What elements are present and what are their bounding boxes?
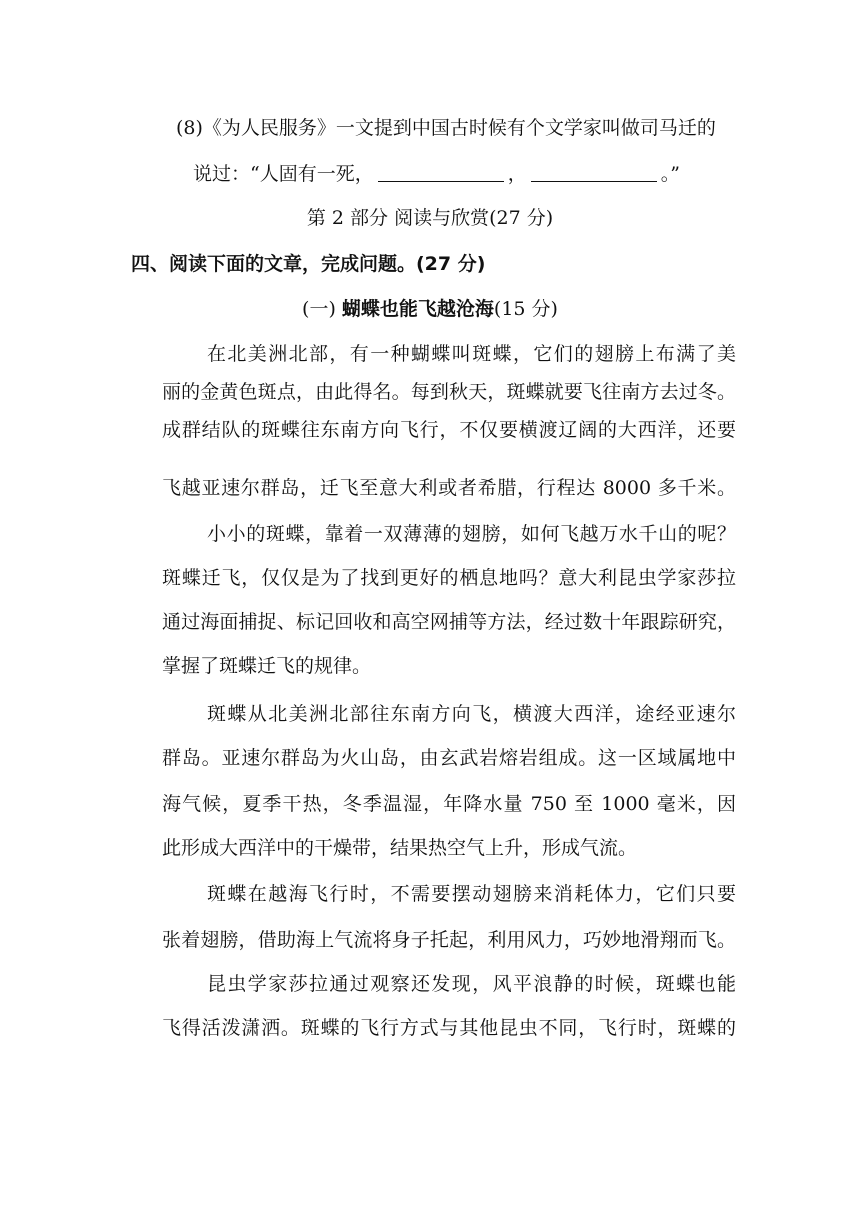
answer-blank-1[interactable] — [378, 180, 504, 182]
article-title — [0, 297, 860, 321]
paragraph-2-line-1: 小小的斑蝶，靠着一双薄薄的翅膀，如何飞越万水千山的呢？ — [207, 523, 736, 545]
paragraph-3-line-2: 群岛。亚速尔群岛为火山岛，由玄武岩熔岩组成。这一区域属地中 — [162, 747, 736, 769]
paragraph-1-line-3: 成群结队的斑蝶往东南方向飞行，不仅要横渡辽阔的大西洋，还要 — [162, 419, 736, 441]
paragraph-3-line-1: 斑蝶从北美洲北部往东南方向飞，横渡大西洋，途经亚速尔 — [207, 703, 736, 725]
paragraph-1-line-1: 在北美洲北部，有一种蝴蝶叫斑蝶，它们的翅膀上布满了美 — [207, 343, 736, 365]
question-8-line-2 — [193, 162, 680, 186]
answer-blank-2[interactable] — [531, 180, 657, 182]
article-score: (15 分) — [493, 298, 558, 320]
paragraph-2-line-3: 通过海面捕捉、标记回收和高空网捕等方法，经过数十年跟踪研究， — [162, 611, 736, 633]
question-8-prefix: 说过：“人固有一死， — [193, 163, 374, 185]
part-2-heading: 第 2 部分 阅读与欣赏(27 分) — [306, 207, 554, 229]
question-8-suffix: 。” — [660, 163, 680, 185]
question-8-separator: ， — [507, 163, 527, 185]
paragraph-2-line-2: 斑蝶迁飞，仅仅是为了找到更好的栖息地吗？意大利昆虫学家莎拉 — [162, 567, 736, 589]
article-number: (一) — [302, 298, 342, 320]
paragraph-5-line-1: 昆虫学家莎拉通过观察还发现，风平浪静的时候，斑蝶也能 — [207, 973, 736, 995]
article-title-text: 蝴蝶也能飞越沧海 — [341, 298, 494, 320]
paragraph-3-line-4: 此形成大西洋中的干燥带，结果热空气上升，形成气流。 — [162, 837, 638, 859]
paragraph-1-line-2: 丽的金黄色斑点，由此得名。每到秋天，斑蝶就要飞往南方去过冬。 — [162, 381, 736, 403]
section-4-heading: 四、阅读下面的文章，完成问题。(27 分) — [131, 253, 486, 275]
paragraph-1-line-4: 飞越亚速尔群岛，迁飞至意大利或者希腊，行程达 8000 多千米。 — [162, 477, 736, 499]
paragraph-4-line-2: 张着翅膀，借助海上气流将身子托起，利用风力，巧妙地滑翔而飞。 — [162, 929, 736, 951]
paragraph-4-line-1: 斑蝶在越海飞行时，不需要摆动翅膀来消耗体力，它们只要 — [207, 883, 736, 905]
paragraph-3-line-3: 海气候，夏季干热，冬季温湿，年降水量 750 至 1000 毫米，因 — [162, 793, 736, 815]
question-8-line-1: (8)《为人民服务》一文提到中国古时候有个文学家叫做司马迁的 — [176, 117, 716, 139]
paragraph-5-line-2: 飞得活泼潇洒。斑蝶的飞行方式与其他昆虫不同，飞行时，斑蝶的 — [162, 1017, 736, 1039]
paragraph-2-line-4: 掌握了斑蝶迁飞的规律。 — [162, 655, 372, 677]
